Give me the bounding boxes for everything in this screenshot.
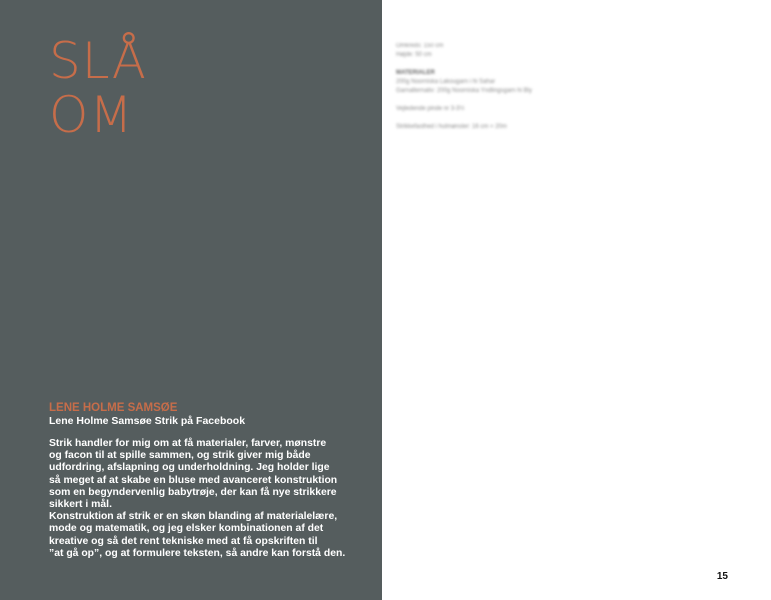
spec-gap: [396, 96, 696, 105]
spec-line: 200g Noorniska Lakougarn i hi Sahar: [396, 79, 496, 85]
page-number: 15: [716, 571, 728, 582]
pattern-title: [49, 34, 147, 142]
spec-line: Højde: 50 cm: [396, 52, 432, 58]
author-facebook-reference: Lene Holme Samsøe Strik på Facebook: [49, 415, 246, 427]
bio-line: så meget af at skabe en bluse med avanceret konstruktion: [49, 474, 338, 486]
title-line: OM: [49, 86, 134, 144]
materials-heading: MATERIALER: [396, 70, 435, 76]
bio-line: som en begyndervenlig babytrøje, der kan få nye strikkere: [49, 486, 337, 498]
pattern-specifications: [396, 42, 696, 132]
bio-line: kreative og så det rent tekniske med at få opskriften til: [49, 535, 318, 547]
bio-line: mode og matematik, og jeg elsker kombinationen af det: [49, 523, 324, 535]
author-name: LENE HOLME SAMSØE: [49, 402, 178, 414]
spec-line: Strikkefasthed i hulmønster: 16 cm = 20m: [396, 124, 507, 130]
bio-line: sikkert i mål.: [49, 499, 112, 511]
bio-line: Strik handler for mig om at få materialer, farver, mønstre: [49, 438, 327, 449]
bio-line: udfordring, afslapning og underholdning. Jeg holder lige: [49, 462, 330, 474]
spec-line: Omkreds: 150 cm: [396, 43, 444, 49]
bio-line: og facon til at spille sammen, og strik giver mig både: [49, 450, 311, 462]
bio-line: Konstruktion af strik er en skøn blanding af materialelære,: [49, 511, 338, 523]
title-line: SLÅ: [49, 32, 147, 90]
bio-line: ”at gå op”, og at formulere teksten, så andre kan forstå den.: [49, 547, 346, 559]
right-page: [382, 0, 771, 600]
spec-line: Vejledende pinde nr 3-3½: [396, 106, 465, 112]
author-bio: [49, 438, 374, 560]
spec-gap: [396, 114, 696, 123]
spec-gap: [396, 60, 696, 69]
spec-line: Garnalternativ: 200g Noorniska Yndlingsgarn hi Bly: [396, 88, 532, 94]
left-page: [0, 0, 382, 600]
